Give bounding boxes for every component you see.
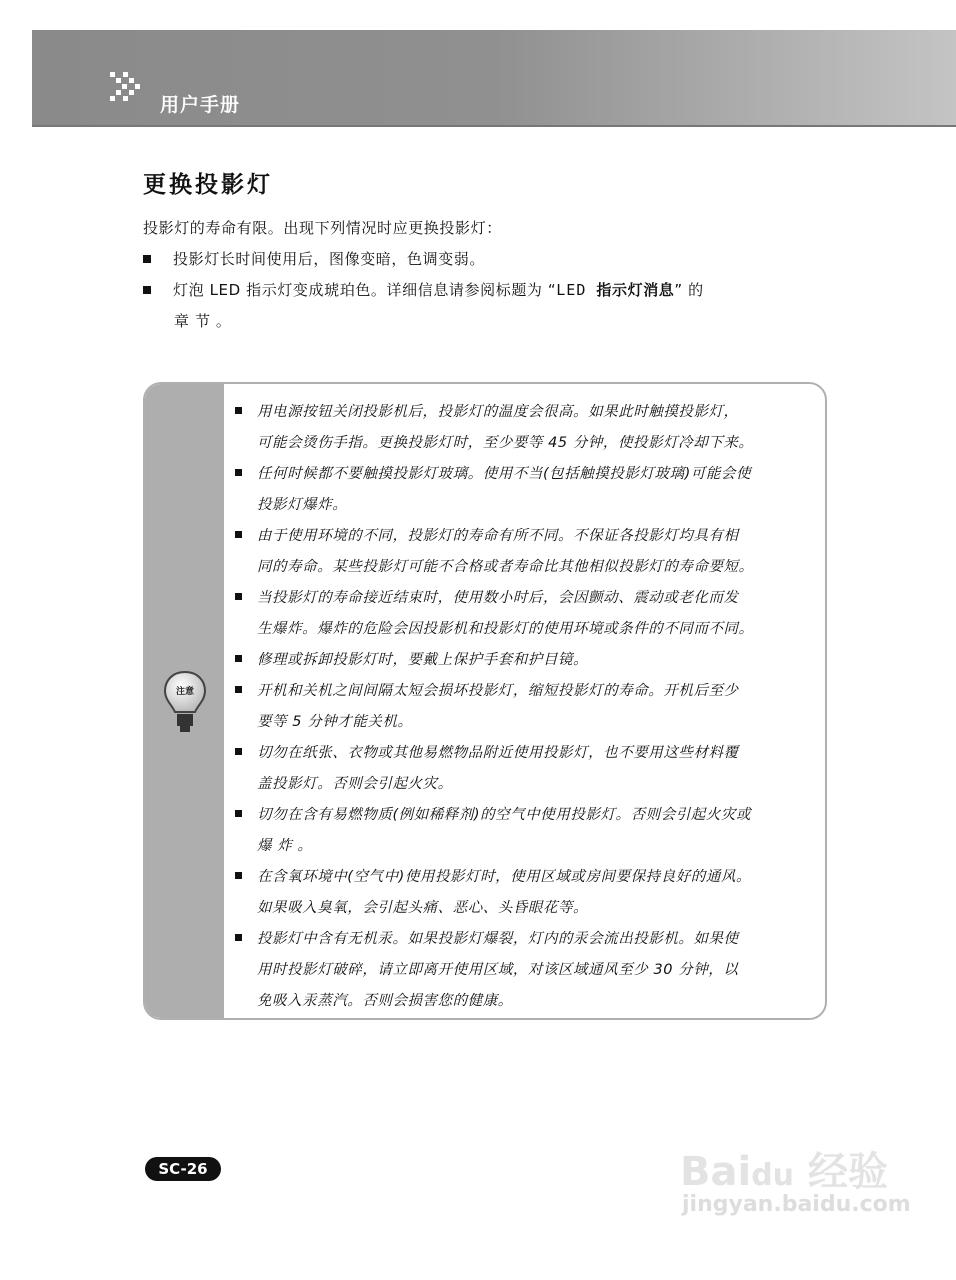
watermark-url: jingyan.baidu.com <box>682 1192 911 1217</box>
notice-item-text: 爆 炸 。 <box>257 838 313 854</box>
notice-item <box>235 398 815 429</box>
notice-item <box>235 522 815 553</box>
notice-item-text: 切勿在纸张、衣物或其他易燃物品附近使用投影灯，也不要用这些材料覆 <box>257 745 739 761</box>
page-number-badge: SC-26 <box>145 1157 221 1181</box>
bullet-square-icon <box>235 748 242 755</box>
bullet-square-icon <box>235 686 242 693</box>
bullet-continuation: 章 节 。 <box>174 312 232 330</box>
notice-item-text: 可能会烫伤手指。更换投影灯时，至少要等 45 分钟，使投影灯冷却下来。 <box>257 435 754 451</box>
notice-item-text: 生爆炸。爆炸的危险会因投影机和投影灯的使用环境或条件的不同而不同。 <box>257 621 754 637</box>
notice-item-text: 要等 5 分钟才能关机。 <box>257 714 413 730</box>
bullet-square-icon <box>235 469 242 476</box>
bullet-square-icon <box>235 593 242 600</box>
section-title: 更换投影灯 <box>143 172 273 198</box>
notice-item-text: 由于使用环境的不同，投影灯的寿命有所不同。不保证各投影灯均具有相 <box>257 528 739 544</box>
notice-item-text: 任何时候都不要触摸投影灯玻璃。使用不当(包括触摸投影灯玻璃)可能会使 <box>257 466 752 482</box>
notice-list <box>235 398 815 1018</box>
intro-block <box>143 216 704 340</box>
notice-item <box>235 460 815 491</box>
notice-item-text: 开机和关机之间间隔太短会损坏投影灯，缩短投影灯的寿命。开机后至少 <box>257 683 739 699</box>
bullet-square-icon <box>235 872 242 879</box>
double-chevron-icon <box>110 72 150 114</box>
notice-item-continuation <box>235 615 815 646</box>
bullet-text: ” 的 <box>674 281 704 299</box>
notice-item-text: 用电源按钮关闭投影机后，投影灯的温度会很高。如果此时触摸投影灯， <box>257 404 739 420</box>
led-text: LED <box>556 281 597 299</box>
notice-item-text: 在含氧环境中(空气中)使用投影灯时，使用区域或房间要保持良好的通风。 <box>257 869 752 885</box>
bullet-square-icon <box>235 810 242 817</box>
bullet-text: 投影灯长时间使用后，图像变暗，色调变弱。 <box>173 250 486 268</box>
notice-item-text: 修理或拆卸投影灯时，要戴上保护手套和护目镜。 <box>257 652 589 668</box>
bullet-square-icon <box>143 255 151 263</box>
notice-item-text: 用时投影灯破碎，请立即离开使用区域，对该区域通风至少 30 分钟，以 <box>257 962 739 978</box>
notice-item-continuation <box>235 987 815 1018</box>
lightbulb-notice-icon <box>163 670 207 736</box>
intro-bullet <box>143 247 704 278</box>
notice-item <box>235 739 815 770</box>
manual-title: 用户手册 <box>160 94 241 116</box>
bullet-text: 灯泡 LED 指示灯变成琥珀色。详细信息请参阅标题为 “ <box>173 281 557 299</box>
notice-item-continuation <box>235 708 815 739</box>
notice-item-text: 同的寿命。某些投影灯可能不合格或者寿命比其他相似投影灯的寿命要短。 <box>257 559 754 575</box>
notice-item-text: 免吸入汞蒸汽。否则会损害您的健康。 <box>257 993 513 1009</box>
notice-item-continuation <box>235 491 815 522</box>
notice-item <box>235 646 815 677</box>
notice-item-continuation <box>235 429 815 460</box>
bullet-square-icon <box>235 655 242 662</box>
intro-text: 投影灯的寿命有限。出现下列情况时应更换投影灯： <box>143 219 502 237</box>
intro-bullet <box>143 278 704 309</box>
bullet-square-icon <box>235 531 242 538</box>
section-reference: 指示灯消息 <box>596 281 675 299</box>
bullet-square-icon <box>235 407 242 414</box>
notice-item-continuation <box>235 832 815 863</box>
watermark-logo: Baidu 经验 <box>680 1149 888 1195</box>
notice-item-text: 当投影灯的寿命接近结束时，使用数小时后，会因颤动、震动或老化而发 <box>257 590 739 606</box>
bullet-square-icon <box>143 286 151 294</box>
notice-item-text: 投影灯中含有无机汞。如果投影灯爆裂，灯内的汞会流出投影机。如果使 <box>257 931 739 947</box>
notice-item-text: 投影灯爆炸。 <box>257 497 348 513</box>
notice-item-continuation <box>235 894 815 925</box>
notice-item <box>235 863 815 894</box>
notice-item-continuation <box>235 553 815 584</box>
notice-item-continuation <box>235 956 815 987</box>
notice-box <box>143 382 827 1020</box>
notice-item-text: 盖投影灯。否则会引起火灾。 <box>257 776 453 792</box>
page-header-band <box>32 30 956 127</box>
notice-item <box>235 925 815 956</box>
notice-item-continuation <box>235 770 815 801</box>
notice-item <box>235 584 815 615</box>
notice-item <box>235 801 815 832</box>
notice-item-text: 如果吸入臭氧，会引起头痛、恶心、头昏眼花等。 <box>257 900 589 916</box>
notice-item-text: 切勿在含有易燃物质(例如稀释剂)的空气中使用投影灯。否则会引起火灾或 <box>257 807 752 823</box>
notice-label: 注意 <box>175 687 195 697</box>
notice-item <box>235 677 815 708</box>
bullet-square-icon <box>235 934 242 941</box>
